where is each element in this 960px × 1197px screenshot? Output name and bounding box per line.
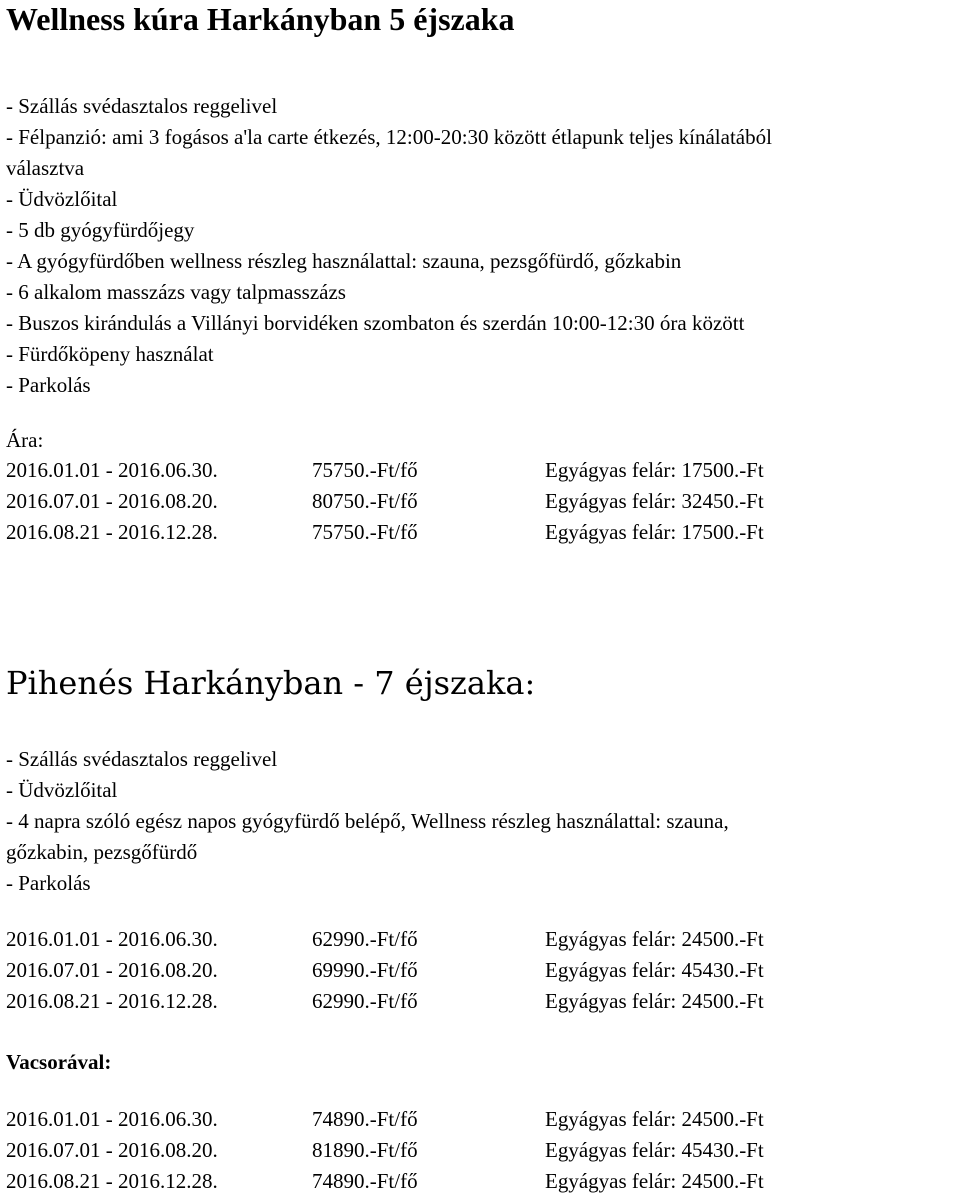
dinner-subheading: Vacsorával: [6,1050,112,1074]
list-item: - Buszos kirándulás a Villányi borvidéken szombaton és szerdán 10:00-12:30 óra között [6,311,745,335]
single-supplement: Egyágyas felár: 17500.-Ft [545,520,764,544]
price-period: 2016.07.01 - 2016.08.20. [6,489,218,513]
list-item: választva [6,156,85,180]
single-supplement: Egyágyas felár: 24500.-Ft [545,1169,764,1193]
price-value: 75750.-Ft/fő [312,520,418,544]
price-row [6,517,956,548]
price-value: 75750.-Ft/fő [312,458,418,482]
section1-price-table [6,455,956,548]
price-value: 80750.-Ft/fő [312,489,418,513]
list-item: - Üdvözlőital [6,187,118,211]
list-item: - Parkolás [6,871,91,895]
list-item: - Parkolás [6,373,91,397]
price-period: 2016.07.01 - 2016.08.20. [6,1138,218,1162]
price-value: 74890.-Ft/fő [312,1169,418,1193]
price-period: 2016.01.01 - 2016.06.30. [6,927,218,951]
price-value: 69990.-Ft/fő [312,958,418,982]
single-supplement: Egyágyas felár: 32450.-Ft [545,489,764,513]
list-item: - Szállás svédasztalos reggelivel [6,747,278,771]
price-row [6,1135,956,1166]
price-value: 62990.-Ft/fő [312,989,418,1013]
list-item: gőzkabin, pezsgőfürdő [6,840,198,864]
price-period: 2016.08.21 - 2016.12.28. [6,989,218,1013]
list-item: - A gyógyfürdőben wellness részleg használattal: szauna, pezsgőfürdő, gőzkabin [6,249,682,273]
single-supplement: Egyágyas felár: 45430.-Ft [545,1138,764,1162]
section2-title: Pihenés Harkányban - 7 éjszaka: [6,664,536,702]
price-period: 2016.08.21 - 2016.12.28. [6,520,218,544]
list-item: - Üdvözlőital [6,778,118,802]
price-value: 81890.-Ft/fő [312,1138,418,1162]
price-row [6,1104,956,1135]
single-supplement: Egyágyas felár: 24500.-Ft [545,927,764,951]
price-row [6,924,956,955]
price-value: 74890.-Ft/fő [312,1107,418,1131]
list-item: - Félpanzió: ami 3 fogásos a'la carte étkezés, 12:00-20:30 között étlapunk teljes kínálatából [6,125,772,149]
section1-item-list [6,91,956,401]
price-period: 2016.01.01 - 2016.06.30. [6,1107,218,1131]
list-item: - 5 db gyógyfürdőjegy [6,218,195,242]
single-supplement: Egyágyas felár: 24500.-Ft [545,1107,764,1131]
price-period: 2016.08.21 - 2016.12.28. [6,1169,218,1193]
price-value: 62990.-Ft/fő [312,927,418,951]
price-row [6,455,956,486]
dinner-price-table [6,1104,956,1197]
price-row [6,986,956,1017]
list-item: - 6 alkalom masszázs vagy talpmasszázs [6,280,346,304]
section2-price-table [6,924,956,1017]
single-supplement: Egyágyas felár: 45430.-Ft [545,958,764,982]
section1-title: Wellness kúra Harkányban 5 éjszaka [6,1,515,37]
list-item: - Szállás svédasztalos reggelivel [6,94,278,118]
list-item: - Fürdőköpeny használat [6,342,214,366]
single-supplement: Egyágyas felár: 17500.-Ft [545,458,764,482]
list-item: - 4 napra szóló egész napos gyógyfürdő belépő, Wellness részleg használattal: szauna, [6,809,729,833]
price-row [6,1166,956,1197]
price-row [6,955,956,986]
single-supplement: Egyágyas felár: 24500.-Ft [545,989,764,1013]
section2-item-list [6,744,956,899]
price-period: 2016.01.01 - 2016.06.30. [6,458,218,482]
section1-price-label: Ára: [6,428,44,452]
price-period: 2016.07.01 - 2016.08.20. [6,958,218,982]
price-row [6,486,956,517]
